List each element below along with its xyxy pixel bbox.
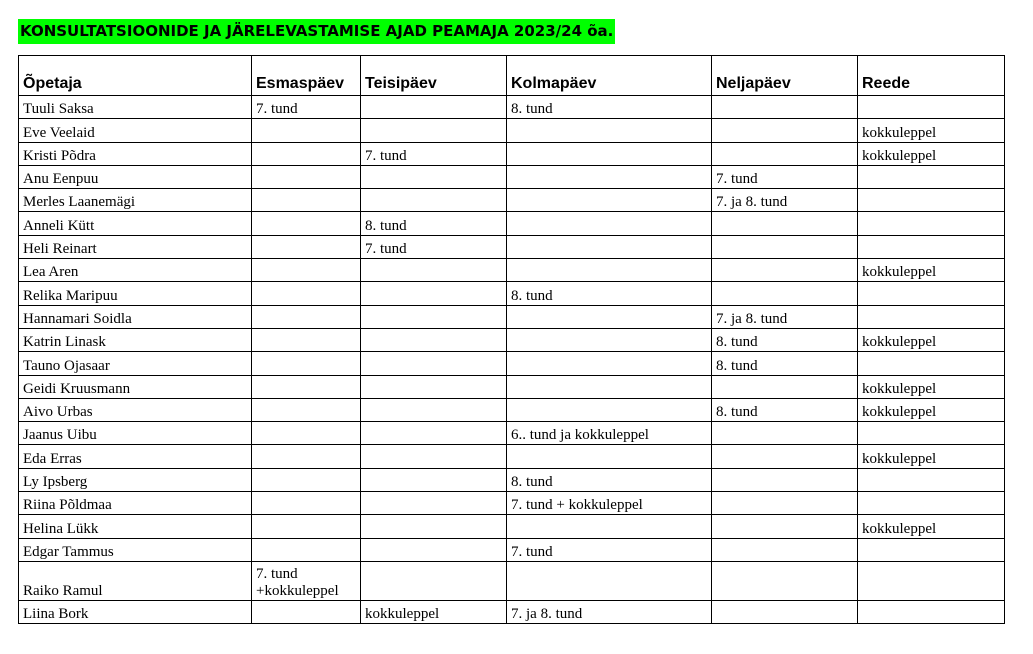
- thursday-cell: [712, 352, 858, 375]
- document-title: KONSULTATSIOONIDE JA JÄRELEVASTAMISE AJAD PEAMAJA 2023/24 õa.: [18, 19, 615, 44]
- tuesday-cell: [361, 189, 507, 212]
- monday-cell: [252, 212, 361, 235]
- table-row: [19, 96, 1005, 119]
- wednesday-cell-text: 7. tund + kokkuleppel: [511, 497, 643, 514]
- teacher-cell: [19, 445, 252, 468]
- thursday-cell: [712, 375, 858, 398]
- teacher-cell: [19, 515, 252, 538]
- tuesday-cell: [361, 445, 507, 468]
- wednesday-cell: [507, 235, 712, 258]
- tuesday-cell: [361, 235, 507, 258]
- thursday-cell: [712, 492, 858, 515]
- teacher-cell: [19, 561, 252, 600]
- tuesday-cell: [361, 305, 507, 328]
- table-row: [19, 119, 1005, 142]
- teacher-cell-text: Jaanus Uibu: [23, 427, 97, 444]
- teacher-cell: [19, 235, 252, 258]
- friday-cell: [858, 235, 1005, 258]
- teacher-cell-text: Helina Lükk: [23, 520, 99, 537]
- thursday-cell: [712, 398, 858, 421]
- wednesday-cell: [507, 375, 712, 398]
- teacher-cell: [19, 189, 252, 212]
- thursday-cell: [712, 212, 858, 235]
- monday-cell: [252, 398, 361, 421]
- tuesday-cell: [361, 398, 507, 421]
- tuesday-cell: [361, 561, 507, 600]
- consultation-schedule-table: [18, 55, 1005, 624]
- table-row: [19, 305, 1005, 328]
- teacher-cell: [19, 398, 252, 421]
- thursday-cell-text: 7. tund: [716, 171, 758, 188]
- header-teacher: Õpetaja: [19, 56, 252, 96]
- teacher-cell: [19, 468, 252, 491]
- thursday-cell-text: 8. tund: [716, 357, 758, 374]
- monday-cell: [252, 515, 361, 538]
- wednesday-cell: [507, 538, 712, 561]
- wednesday-cell: [507, 259, 712, 282]
- thursday-cell-text: 7. ja 8. tund: [716, 310, 788, 327]
- teacher-cell-text: Katrin Linask: [23, 334, 106, 351]
- wednesday-cell: [507, 422, 712, 445]
- friday-cell-text: kokkuleppel: [862, 380, 937, 397]
- teacher-cell: [19, 352, 252, 375]
- table-row: [19, 212, 1005, 235]
- tuesday-cell-text: 7. tund: [365, 147, 407, 164]
- friday-cell: [858, 328, 1005, 351]
- friday-cell: [858, 445, 1005, 468]
- table-row: [19, 561, 1005, 600]
- friday-cell: [858, 398, 1005, 421]
- friday-cell-text: kokkuleppel: [862, 147, 937, 164]
- header-thursday: Neljapäev: [712, 56, 858, 96]
- wednesday-cell: [507, 189, 712, 212]
- friday-cell-text: kokkuleppel: [862, 334, 937, 351]
- tuesday-cell: [361, 142, 507, 165]
- teacher-cell: [19, 96, 252, 119]
- teacher-cell-text: Tauno Ojasaar: [23, 357, 110, 374]
- thursday-cell-text: 7. ja 8. tund: [716, 194, 788, 211]
- monday-cell: [252, 375, 361, 398]
- friday-cell: [858, 119, 1005, 142]
- table-row: [19, 398, 1005, 421]
- teacher-cell-text: Raiko Ramul: [23, 582, 103, 599]
- friday-cell: [858, 189, 1005, 212]
- teacher-cell: [19, 600, 252, 623]
- tuesday-cell: [361, 492, 507, 515]
- friday-cell: [858, 165, 1005, 188]
- thursday-cell: [712, 96, 858, 119]
- table-row: [19, 445, 1005, 468]
- tuesday-cell: [361, 352, 507, 375]
- wednesday-cell: [507, 492, 712, 515]
- table-row: [19, 600, 1005, 623]
- monday-cell: [252, 189, 361, 212]
- monday-cell-text: 7. tund: [256, 101, 298, 118]
- wednesday-cell: [507, 398, 712, 421]
- tuesday-cell: [361, 515, 507, 538]
- wednesday-cell-text: 7. tund: [511, 543, 553, 560]
- friday-cell: [858, 561, 1005, 600]
- wednesday-cell: [507, 212, 712, 235]
- table-header-row: [19, 56, 1005, 96]
- tuesday-cell: [361, 282, 507, 305]
- table-row: [19, 259, 1005, 282]
- thursday-cell: [712, 142, 858, 165]
- table-row: [19, 538, 1005, 561]
- friday-cell: [858, 142, 1005, 165]
- header-friday: Reede: [858, 56, 1005, 96]
- table-row: [19, 282, 1005, 305]
- friday-cell-text: kokkuleppel: [862, 404, 937, 421]
- thursday-cell: [712, 445, 858, 468]
- teacher-cell-text: Riina Põldmaa: [23, 497, 112, 514]
- wednesday-cell: [507, 282, 712, 305]
- thursday-cell: [712, 561, 858, 600]
- wednesday-cell-text: 8. tund: [511, 474, 553, 491]
- thursday-cell: [712, 165, 858, 188]
- friday-cell: [858, 259, 1005, 282]
- teacher-cell-text: Tuuli Saksa: [23, 101, 94, 118]
- teacher-cell: [19, 212, 252, 235]
- friday-cell: [858, 212, 1005, 235]
- monday-cell: [252, 468, 361, 491]
- tuesday-cell: [361, 600, 507, 623]
- friday-cell-text: kokkuleppel: [862, 124, 937, 141]
- monday-cell: [252, 259, 361, 282]
- teacher-cell: [19, 282, 252, 305]
- monday-cell: [252, 352, 361, 375]
- monday-cell: [252, 422, 361, 445]
- thursday-cell: [712, 600, 858, 623]
- friday-cell-text: kokkuleppel: [862, 450, 937, 467]
- wednesday-cell-text: 6.. tund ja kokkuleppel: [511, 427, 649, 444]
- monday-cell: [252, 561, 361, 600]
- table-row: [19, 328, 1005, 351]
- friday-cell: [858, 538, 1005, 561]
- wednesday-cell: [507, 165, 712, 188]
- thursday-cell: [712, 189, 858, 212]
- thursday-cell-text: 8. tund: [716, 404, 758, 421]
- wednesday-cell: [507, 468, 712, 491]
- wednesday-cell: [507, 328, 712, 351]
- table-row: [19, 422, 1005, 445]
- teacher-cell-text: Anu Eenpuu: [23, 171, 99, 188]
- teacher-cell-text: Aivo Urbas: [23, 404, 93, 421]
- tuesday-cell: [361, 165, 507, 188]
- friday-cell: [858, 282, 1005, 305]
- friday-cell-text: kokkuleppel: [862, 264, 937, 281]
- table-row: [19, 235, 1005, 258]
- tuesday-cell-text: 7. tund: [365, 241, 407, 258]
- monday-cell: [252, 600, 361, 623]
- table-row: [19, 165, 1005, 188]
- thursday-cell: [712, 305, 858, 328]
- monday-cell: [252, 282, 361, 305]
- friday-cell: [858, 305, 1005, 328]
- teacher-cell-text: Relika Maripuu: [23, 287, 118, 304]
- wednesday-cell: [507, 96, 712, 119]
- friday-cell: [858, 492, 1005, 515]
- teacher-cell: [19, 375, 252, 398]
- header-monday: Esmaspäev: [252, 56, 361, 96]
- tuesday-cell: [361, 538, 507, 561]
- table-row: [19, 515, 1005, 538]
- monday-cell-text: 7. tund +kokkuleppel: [256, 565, 339, 599]
- tuesday-cell: [361, 328, 507, 351]
- wednesday-cell: [507, 142, 712, 165]
- friday-cell: [858, 375, 1005, 398]
- table-row: [19, 468, 1005, 491]
- tuesday-cell: [361, 259, 507, 282]
- teacher-cell-text: Lea Aren: [23, 264, 79, 281]
- tuesday-cell: [361, 375, 507, 398]
- wednesday-cell: [507, 119, 712, 142]
- friday-cell-text: kokkuleppel: [862, 520, 937, 537]
- teacher-cell: [19, 142, 252, 165]
- friday-cell: [858, 96, 1005, 119]
- thursday-cell: [712, 422, 858, 445]
- tuesday-cell-text: 8. tund: [365, 217, 407, 234]
- thursday-cell: [712, 538, 858, 561]
- wednesday-cell-text: 8. tund: [511, 287, 553, 304]
- wednesday-cell: [507, 352, 712, 375]
- table-row: [19, 375, 1005, 398]
- teacher-cell: [19, 328, 252, 351]
- table-row: [19, 492, 1005, 515]
- monday-cell: [252, 119, 361, 142]
- thursday-cell: [712, 328, 858, 351]
- teacher-cell: [19, 305, 252, 328]
- wednesday-cell-text: 7. ja 8. tund: [511, 606, 583, 623]
- monday-cell: [252, 538, 361, 561]
- teacher-cell: [19, 538, 252, 561]
- teacher-cell-text: Hannamari Soidla: [23, 310, 132, 327]
- header-wednesday: Kolmapäev: [507, 56, 712, 96]
- teacher-cell-text: Anneli Kütt: [23, 217, 95, 234]
- monday-cell: [252, 492, 361, 515]
- wednesday-cell: [507, 561, 712, 600]
- teacher-cell-text: Edgar Tammus: [23, 543, 114, 560]
- monday-cell: [252, 305, 361, 328]
- thursday-cell: [712, 119, 858, 142]
- teacher-cell-text: Eda Erras: [23, 450, 82, 467]
- thursday-cell: [712, 515, 858, 538]
- friday-cell: [858, 352, 1005, 375]
- thursday-cell: [712, 468, 858, 491]
- monday-cell: [252, 142, 361, 165]
- monday-cell: [252, 96, 361, 119]
- teacher-cell: [19, 119, 252, 142]
- teacher-cell-text: Kristi Põdra: [23, 147, 96, 164]
- teacher-cell: [19, 165, 252, 188]
- teacher-cell-text: Heli Reinart: [23, 241, 97, 258]
- teacher-cell: [19, 259, 252, 282]
- tuesday-cell-text: kokkuleppel: [365, 606, 440, 623]
- wednesday-cell: [507, 515, 712, 538]
- friday-cell: [858, 422, 1005, 445]
- monday-cell: [252, 445, 361, 468]
- friday-cell: [858, 468, 1005, 491]
- header-tuesday: Teisipäev: [361, 56, 507, 96]
- friday-cell: [858, 600, 1005, 623]
- tuesday-cell: [361, 119, 507, 142]
- monday-cell: [252, 235, 361, 258]
- teacher-cell: [19, 422, 252, 445]
- table-row: [19, 142, 1005, 165]
- thursday-cell-text: 8. tund: [716, 334, 758, 351]
- thursday-cell: [712, 282, 858, 305]
- teacher-cell-text: Ly Ipsberg: [23, 474, 88, 491]
- tuesday-cell: [361, 96, 507, 119]
- teacher-cell: [19, 492, 252, 515]
- teacher-cell-text: Geidi Kruusmann: [23, 380, 131, 397]
- thursday-cell: [712, 259, 858, 282]
- wednesday-cell: [507, 445, 712, 468]
- wednesday-cell: [507, 600, 712, 623]
- table-row: [19, 352, 1005, 375]
- tuesday-cell: [361, 468, 507, 491]
- monday-cell: [252, 328, 361, 351]
- wednesday-cell: [507, 305, 712, 328]
- friday-cell: [858, 515, 1005, 538]
- tuesday-cell: [361, 212, 507, 235]
- teacher-cell-text: Merles Laanemägi: [23, 194, 136, 211]
- table-row: [19, 189, 1005, 212]
- wednesday-cell-text: 8. tund: [511, 101, 553, 118]
- thursday-cell: [712, 235, 858, 258]
- teacher-cell-text: Eve Veelaid: [23, 124, 95, 141]
- teacher-cell-text: Liina Bork: [23, 606, 89, 623]
- tuesday-cell: [361, 422, 507, 445]
- monday-cell: [252, 165, 361, 188]
